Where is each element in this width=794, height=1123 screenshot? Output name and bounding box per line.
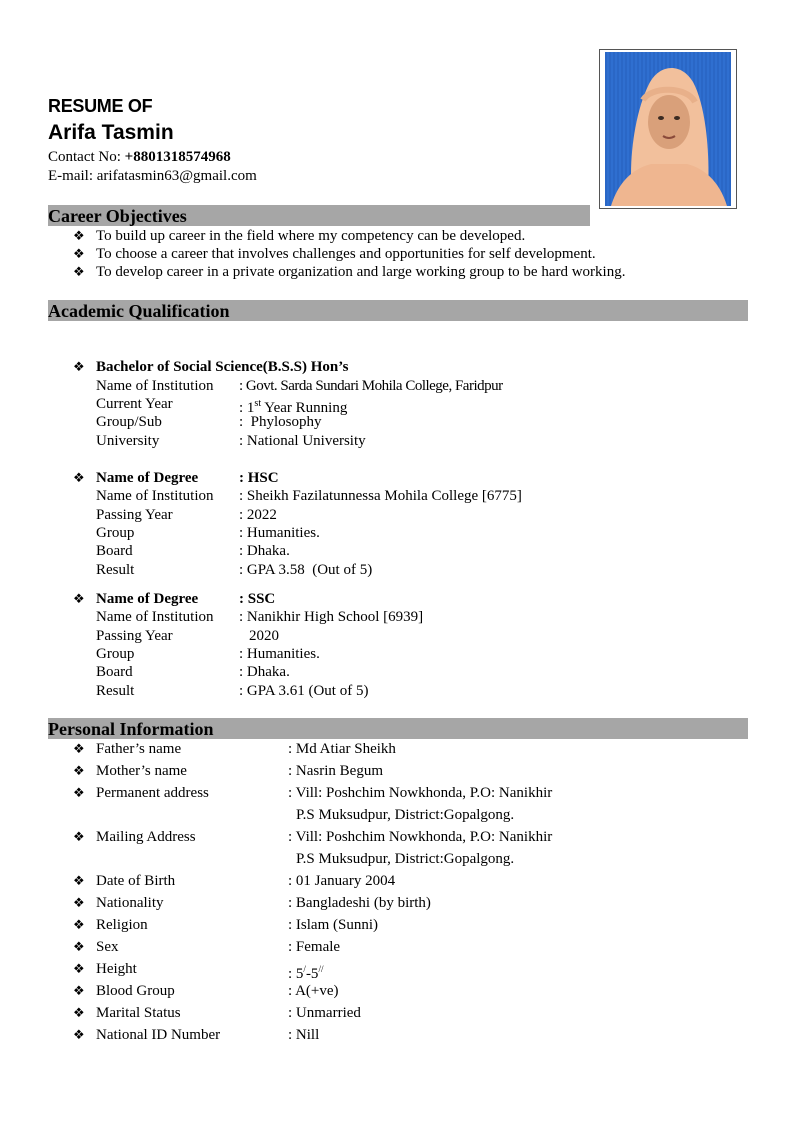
bss-degree-heading: Bachelor of Social Science(B.S.S) Hon’s — [96, 359, 349, 375]
bullet-icon: ❖ — [73, 359, 85, 374]
bss-group-label: Group/Sub — [96, 414, 162, 430]
permanent-address-value-line2: P.S Muksudpur, District:Gopalgong. — [296, 807, 515, 823]
hsc-board-value: : Dhaka. — [239, 543, 290, 559]
blood-group-label: Blood Group — [96, 983, 175, 999]
bss-university-value: : National University — [239, 433, 366, 449]
email-line — [48, 168, 257, 185]
date-of-birth-label: Date of Birth — [96, 873, 176, 889]
ssc-result-value: : GPA 3.61 (Out of 5) — [239, 683, 369, 699]
career-objective-item: To build up career in the field where my competency can be developed. — [96, 228, 526, 244]
nationality-value: : Bangladeshi (by birth) — [288, 895, 431, 911]
mailing-address-value: : Vill: Poshchim Nowkhonda, P.O: Nanikhir — [288, 829, 553, 845]
ssc-passing-year-label: Passing Year — [96, 628, 173, 644]
blood-group-value: : A(+ve) — [288, 983, 339, 999]
hsc-passing-year-label: Passing Year — [96, 507, 173, 523]
bullet-icon: ❖ — [73, 785, 85, 800]
bss-current-year-value: : 1st Year Running — [239, 398, 348, 416]
permanent-address-value: : Vill: Poshchim Nowkhonda, P.O: Nanikhir — [288, 785, 553, 801]
academic-qualification-header — [48, 300, 748, 321]
resume-label: RESUME OF — [48, 96, 153, 116]
bullet-icon: ❖ — [73, 829, 85, 844]
ssc-passing-year-value: 2020 — [249, 628, 279, 644]
bullet-icon: ❖ — [73, 983, 85, 998]
height-label: Height — [96, 961, 137, 977]
national-id-value: : Nill — [288, 1027, 320, 1043]
hsc-board-label: Board — [96, 543, 133, 559]
hsc-group-label: Group — [96, 525, 135, 541]
mother-name-label: Mother’s name — [96, 763, 187, 779]
nationality-label: Nationality — [96, 895, 164, 911]
national-id-label: National ID Number — [96, 1027, 221, 1043]
date-of-birth-value: : 01 January 2004 — [288, 873, 396, 889]
hsc-degree-value: : HSC — [239, 470, 279, 486]
contact-line — [48, 149, 231, 166]
bss-group-value: : Phylosophy — [239, 414, 322, 430]
contact-label: Contact No: — [48, 149, 125, 165]
ssc-group-value: : Humanities. — [239, 646, 320, 662]
father-name-value: : Md Atiar Sheikh — [288, 741, 396, 757]
ssc-board-value: : Dhaka. — [239, 664, 290, 680]
ssc-institution-value: : Nanikhir High School [6939] — [239, 609, 424, 625]
career-objective-item: To develop career in a private organization and large working group to be hard working. — [96, 264, 626, 280]
email-address: arifatasmin63@gmail.com — [96, 168, 257, 184]
ssc-degree-value: : SSC — [239, 591, 276, 607]
bullet-icon: ❖ — [73, 763, 85, 778]
hsc-result-value: : GPA 3.58 (Out of 5) — [239, 562, 373, 578]
hsc-institution-label: Name of Institution — [96, 488, 214, 504]
bullet-icon: ❖ — [73, 961, 85, 976]
profile-photo — [599, 49, 737, 209]
personal-information-title: Personal Information — [48, 719, 214, 739]
hsc-institution-value: : Sheikh Fazilatunnessa Mohila College [6775] — [239, 488, 522, 504]
marital-status-label: Marital Status — [96, 1005, 181, 1021]
bullet-icon: ❖ — [73, 939, 85, 954]
height-value: : 5/-5// — [288, 964, 324, 982]
permanent-address-label: Permanent address — [96, 785, 209, 801]
ssc-degree-label: Name of Degree — [96, 591, 199, 607]
sex-value: : Female — [288, 939, 341, 955]
contact-number: +8801318574968 — [124, 149, 231, 165]
bss-institution-value: : Govt. Sarda Sundari Mohila College, Faridpur — [239, 378, 503, 394]
bss-institution-label: Name of Institution — [96, 378, 214, 394]
hsc-passing-year-value: : 2022 — [239, 507, 277, 523]
hsc-group-value: : Humanities. — [239, 525, 320, 541]
mailing-address-label: Mailing Address — [96, 829, 196, 845]
email-label: E-mail: — [48, 168, 97, 184]
bullet-icon: ❖ — [73, 470, 85, 485]
academic-qualification-title: Academic Qualification — [48, 301, 230, 321]
religion-value: : Islam (Sunni) — [288, 917, 378, 933]
mailing-address-value-line2: P.S Muksudpur, District:Gopalgong. — [296, 851, 515, 867]
ssc-result-label: Result — [96, 683, 135, 699]
bullet-icon: ❖ — [73, 591, 85, 606]
ssc-group-label: Group — [96, 646, 135, 662]
career-objectives-title: Career Objectives — [48, 206, 187, 226]
applicant-name: Arifa Tasmin — [48, 121, 174, 144]
bss-university-label: University — [96, 433, 160, 449]
religion-label: Religion — [96, 917, 148, 933]
hsc-degree-label: Name of Degree — [96, 470, 199, 486]
career-objectives-header — [48, 205, 590, 226]
portrait-illustration — [605, 52, 731, 206]
hsc-result-label: Result — [96, 562, 135, 578]
bullet-icon: ❖ — [73, 1027, 85, 1042]
ssc-institution-label: Name of Institution — [96, 609, 214, 625]
bullet-icon: ❖ — [73, 264, 85, 279]
sex-label: Sex — [96, 939, 119, 955]
ssc-board-label: Board — [96, 664, 133, 680]
bss-current-year-label: Current Year — [96, 396, 173, 412]
bullet-icon: ❖ — [73, 895, 85, 910]
bullet-icon: ❖ — [73, 246, 85, 261]
personal-information-header — [48, 718, 748, 739]
career-objective-item: To choose a career that involves challenges and opportunities for self development. — [96, 246, 596, 262]
father-name-label: Father’s name — [96, 741, 182, 757]
bullet-icon: ❖ — [73, 917, 85, 932]
mother-name-value: : Nasrin Begum — [288, 763, 383, 779]
bullet-icon: ❖ — [73, 1005, 85, 1020]
bullet-icon: ❖ — [73, 228, 85, 243]
marital-status-value: : Unmarried — [288, 1005, 361, 1021]
bullet-icon: ❖ — [73, 741, 85, 756]
bullet-icon: ❖ — [73, 873, 85, 888]
